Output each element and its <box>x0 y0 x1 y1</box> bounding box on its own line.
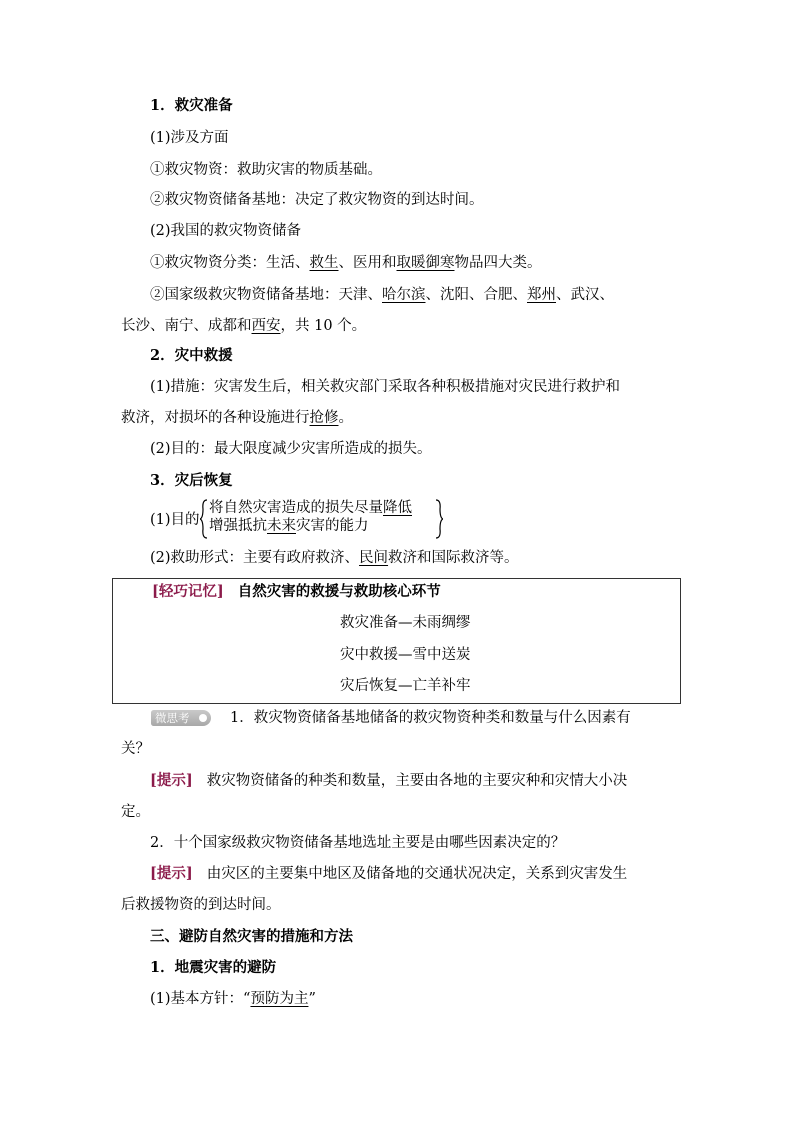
memory-item: 救灾准备—未雨绸缪 <box>340 615 471 631</box>
text-line: 救济，对损坏的各种设施进行抢修。 <box>121 410 353 426</box>
question-1: 1．救灾物资储备基地储备的救灾物资种类和数量与什么因素有 <box>230 710 631 726</box>
text-line: (1)基本方针：“预防为主” <box>150 991 316 1007</box>
underlined-term: 预防为主 <box>250 991 309 1007</box>
text-line: ①救灾物资分类：生活、救生、医用和取暖御寒物品四大类。 <box>150 255 542 271</box>
memory-title: 自然灾害的救援与救助核心环节 <box>237 583 441 600</box>
underlined-term: 民间 <box>359 550 389 566</box>
section-3-subheading: 1．地震灾害的避防 <box>150 959 277 976</box>
underlined-term: 取暖御寒 <box>396 255 455 271</box>
memory-item: 灾后恢复—亡羊补牢 <box>340 678 471 694</box>
heading-disaster-prep: 1．救灾准备 <box>150 97 233 114</box>
text-line: (2)救助形式：主要有政府救济、民间救济和国际救济等。 <box>150 550 519 566</box>
tip-label: [提示] <box>150 772 193 789</box>
think-badge: 微思考 <box>151 710 211 726</box>
memory-item: 灾中救援—雪中送炭 <box>340 647 471 663</box>
text-line: (2)目的：最大限度减少灾害所造成的损失。 <box>150 441 432 457</box>
answer-2-cont: 后救援物资的到达时间。 <box>121 897 281 913</box>
text-line: 增强抵抗未来灾害的能力 <box>209 518 369 534</box>
underlined-term: 未来 <box>267 518 296 534</box>
tip-label: [提示] <box>150 865 193 882</box>
question-1-cont: 关？ <box>121 741 150 757</box>
underlined-term: 哈尔滨 <box>382 287 426 303</box>
underlined-term: 抢修 <box>309 410 339 426</box>
text-line: ②救灾物资储备基地：决定了救灾物资的到达时间。 <box>150 192 484 208</box>
text-line: ②国家级救灾物资储备基地：天津、哈尔滨、沈阳、合肥、郑州、武汉、 <box>150 287 614 303</box>
section-3-title: 三、避防自然灾害的措施和方法 <box>150 928 353 945</box>
text-line: 长沙、南宁、成都和西安，共 10 个。 <box>121 318 367 334</box>
underlined-term: 西安 <box>251 318 281 334</box>
answer-2: [提示] 由灾区的主要集中地区及储备地的交通状况决定，关系到灾害发生 <box>150 865 628 882</box>
heading-recovery: 3．灾后恢复 <box>150 472 233 489</box>
underlined-term: 郑州 <box>527 287 556 303</box>
heading-rescue: 2．灾中救援 <box>150 347 233 364</box>
text-line: (1)涉及方面 <box>150 130 229 146</box>
dot-icon <box>199 714 207 722</box>
underlined-term: 救生 <box>309 255 339 271</box>
question-2: 2．十个国家级救灾物资储备基地选址主要是由哪些因素决定的？ <box>150 835 566 851</box>
underlined-term: 降低 <box>383 500 412 516</box>
answer-1: [提示] 救灾物资储备的种类和数量，主要由各地的主要灾种和灾情大小决 <box>150 772 628 789</box>
text-line: ①救灾物资：救助灾害的物质基础。 <box>150 162 382 178</box>
answer-1-cont: 定。 <box>121 804 150 820</box>
memory-box-header <box>152 582 441 602</box>
right-brace-icon <box>435 499 443 539</box>
text-line: (2)我国的救灾物资储备 <box>150 223 302 239</box>
text-line: 将自然灾害造成的损失尽量降低 <box>209 500 412 516</box>
memory-tag: [轻巧记忆] <box>152 583 224 600</box>
text-line: (1)目的 <box>150 512 200 528</box>
left-brace-icon <box>200 499 208 539</box>
text-line: (1)措施：灾害发生后，相关救灾部门采取各种积极措施对灾民进行救护和 <box>150 379 621 395</box>
